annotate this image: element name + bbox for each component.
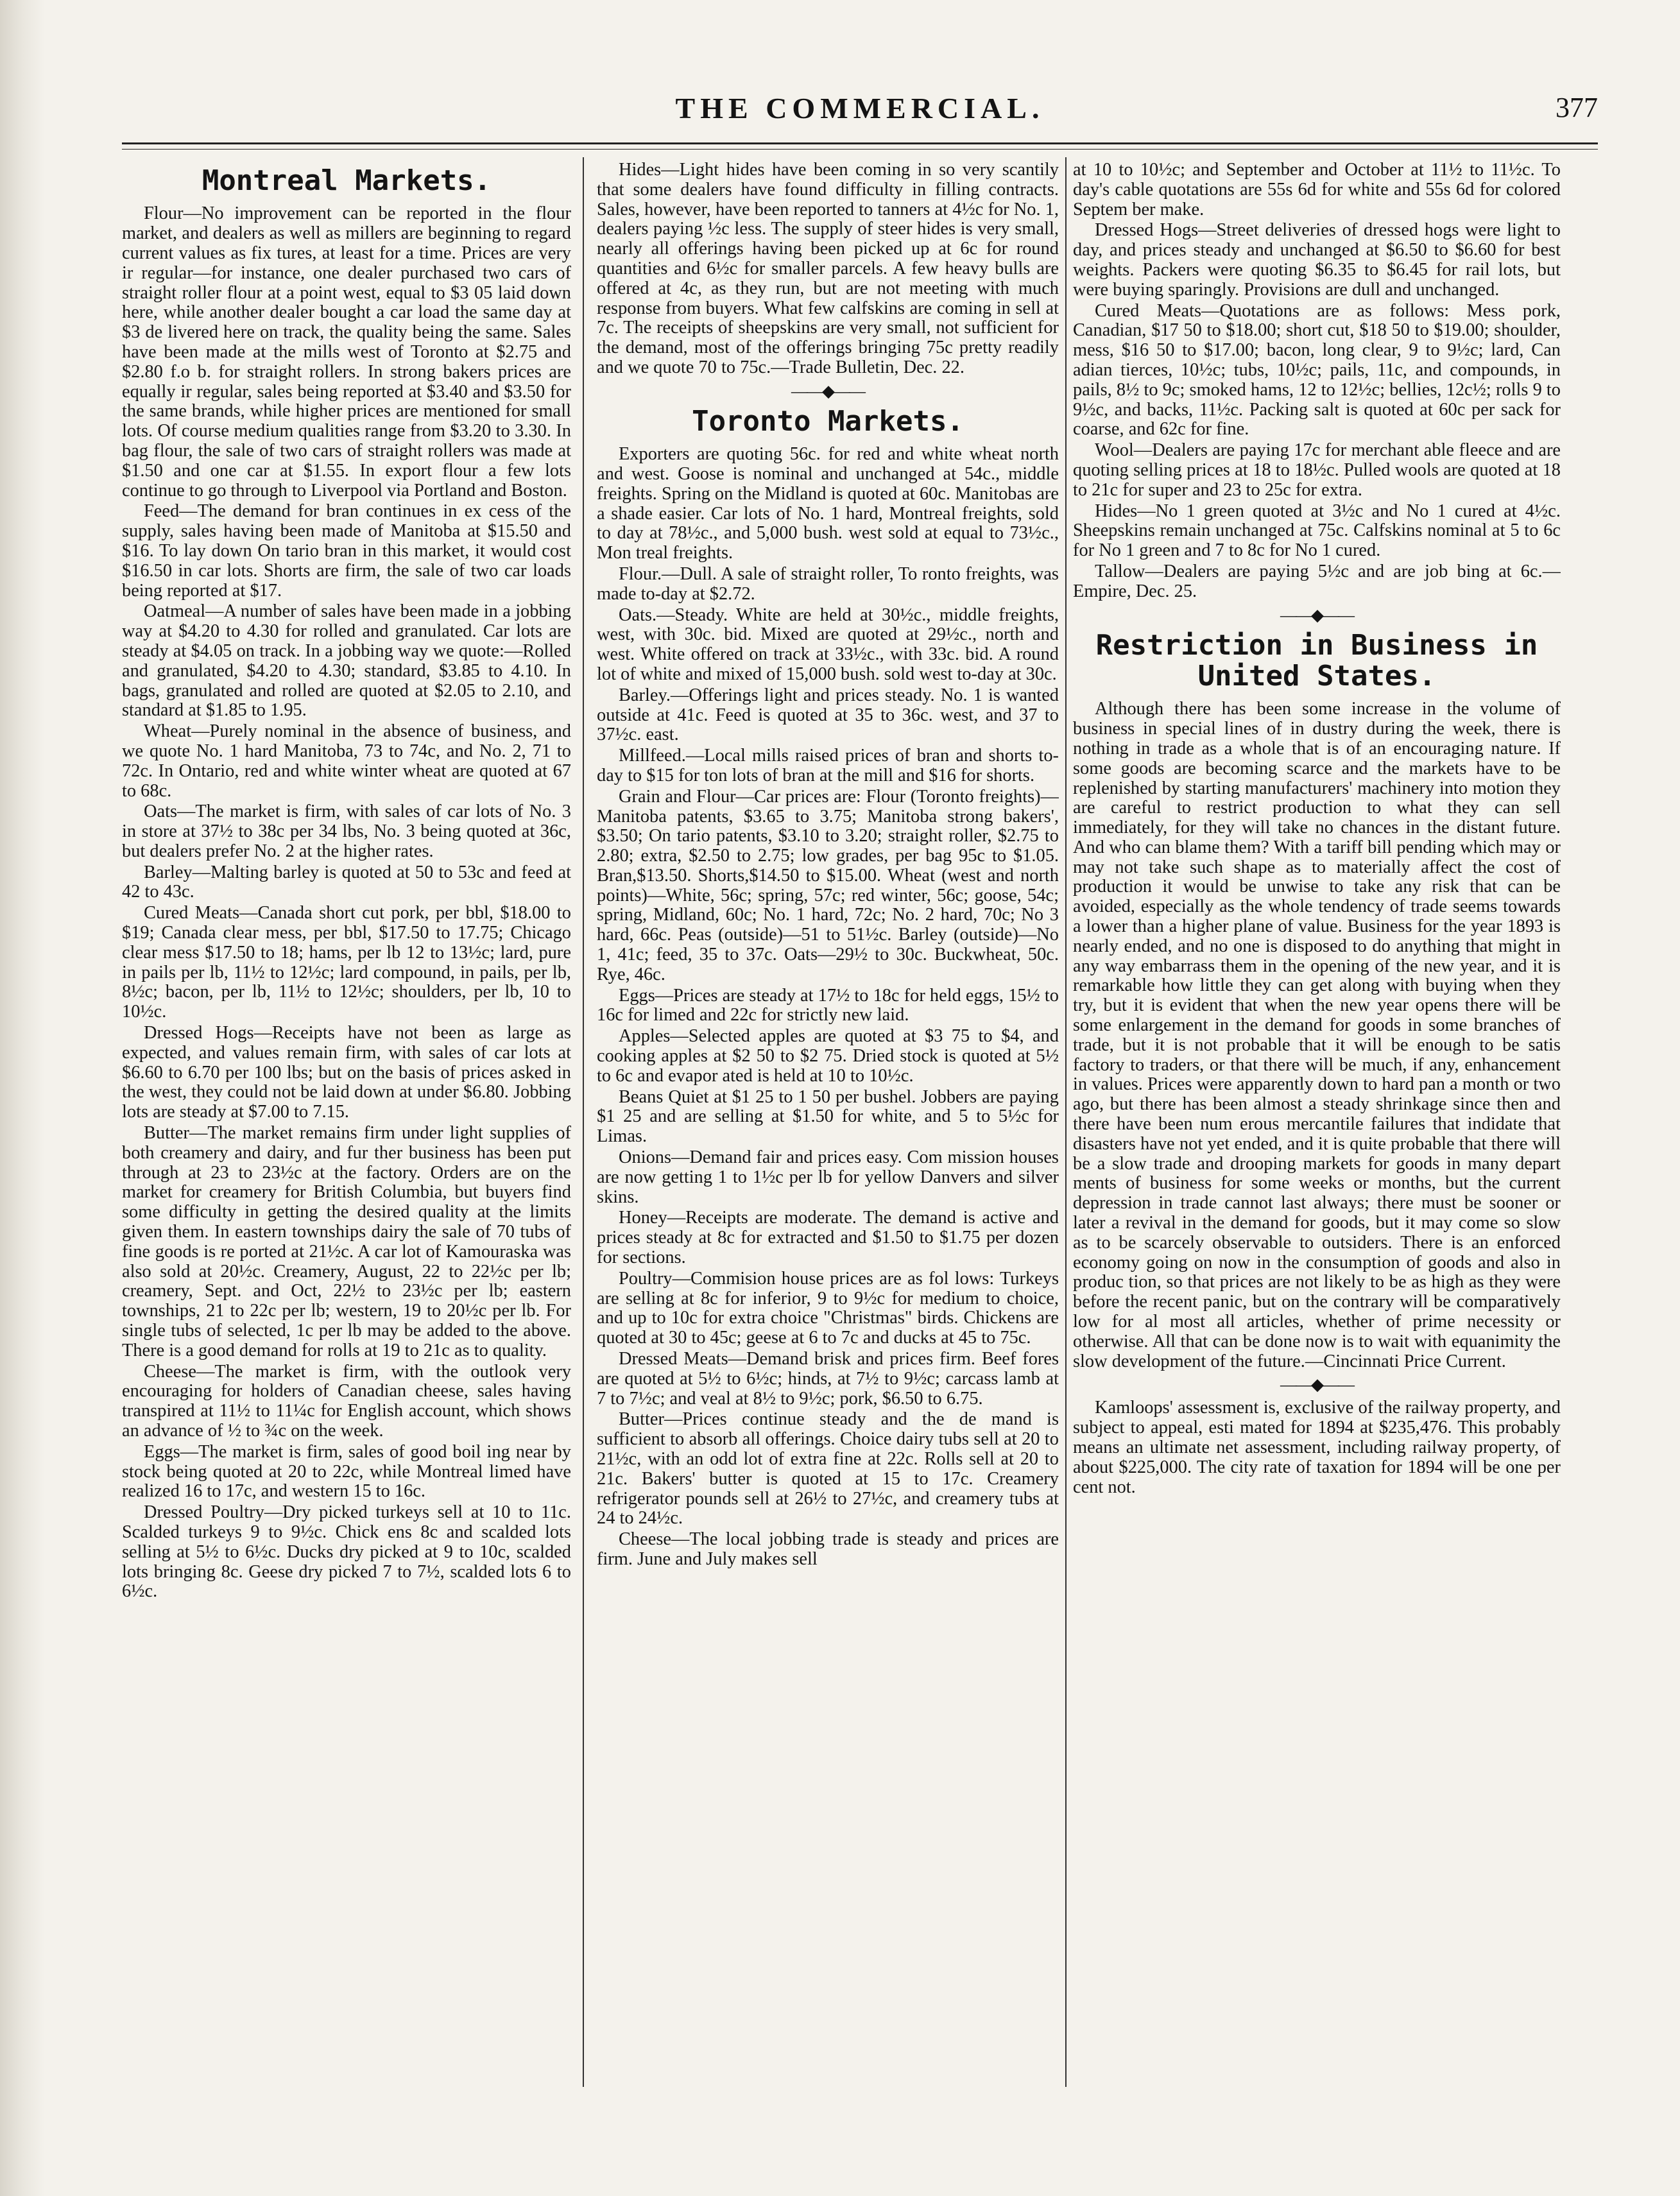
- paragraph: Flour—No improvement can be reported in the flour market, and dealers as well as millers are beginning to regard current values as fix tures, at least for a time. Prices are very ir regular—for instance, one dealer purchased two cars of straight roller flour at a point west, equal to $3 05 laid down here, while another dealer bought a car load the same day at $3 de livered here on track, the quality being the same. Sales have been made at the mills west of Toronto at $2.75 and $2.80 f.o b. for straight rollers. In strong bakers prices are equally ir regular, sales being reported at $3.40 and $3.50 for the same brands, while higher prices are mentioned for small lots. Of course medium qualities range from $3.20 to 3.30. In bag flour, the sale of two cars of straight rollers was made at $1.50 and one car at $1.55. In export flour a few lots continue to go through to Liverpool via Portland and Boston.: [122, 203, 571, 501]
- header-rule-thin: [122, 149, 1598, 150]
- paragraph: Barley—Malting barley is quoted at 50 to 53c and feed at 42 to 43c.: [122, 862, 571, 902]
- paragraph: Eggs—The market is firm, sales of good boil ing near by stock being quoted at 20 to 22c, while Montreal limed have realized 16 to 17c, and western 15 to 16c.: [122, 1441, 571, 1502]
- paragraph: Dressed Hogs—Street deliveries of dressed hogs were light to day, and prices steady and unchanged at $6.50 to $6.60 for best weights. Packers were quoting $6.35 to $6.45 for rail lots, but were buying sparingly. Provisions are dull and unchanged.: [1073, 220, 1561, 300]
- paragraph: Kamloops' assessment is, exclusive of the railway property, and subject to appeal, esti mated for 1894 at $235,476. This probably means an ultimate net assessment, including railway property, of about $225,000. The city rate of taxation for 1894 will be one per cent not.: [1073, 1398, 1561, 1497]
- column-2: [597, 160, 1059, 2080]
- section-separator: ——◆——: [791, 381, 864, 400]
- paragraph: Apples—Selected apples are quoted at $3 75 to $4, and cooking apples at $2 50 to $2 75. Dried stock is quoted at 5½ to 6c and evapor ated is held at 10 to 10½c.: [597, 1026, 1059, 1086]
- paragraph: Exporters are quoting 56c. for red and white wheat north and west. Goose is nominal and unchanged at 54c., middle freights. Spring on the Midland is quoted at 60c. Manitobas are a shade easier. Car lots of No. 1 hard, Montreal freights, sold to day at 78½c., and 5,000 bush. west sold at equal to 73½c., Mon treal freights.: [597, 444, 1059, 563]
- page-header: [122, 91, 1598, 130]
- column-divider: [583, 157, 584, 2087]
- paragraph: Oats.—Steady. White are held at 30½c., middle freights, west, with 30c. bid. Mixed are quoted at 29½c., north and west. White offered on track at 33½c., with 33c. bid. A round lot of white and mixed of 15,000 bush. sold west to-day at 30c.: [597, 605, 1059, 684]
- paragraph: Feed—The demand for bran continues in ex cess of the supply, sales having been made of Manitoba at $15.50 and $16. To lay down On tario bran in this market, it would cost $16.50 in car lots. Shorts are firm, the sale of two car loads being reported at $17.: [122, 501, 571, 601]
- paragraph: Millfeed.—Local mills raised prices of bran and shorts to-day to $15 for ton lots of bran at the mill and $16 for shorts.: [597, 746, 1059, 785]
- paragraph: Tallow—Dealers are paying 5½c and are job bing at 6c.—Empire, Dec. 25.: [1073, 561, 1561, 601]
- article-title: Restriction in Business in United States.: [1095, 628, 1538, 692]
- paragraph: Poultry—Commision house prices are as fol lows: Turkeys are selling at 8c for inferior, 9 to 9½c for medium to choice, and up to 10c for extra choice "Christmas" birds. Chickens are quoted at 30 to 45c; geese at 6 to 7c and ducks at 45 to 75c.: [597, 1268, 1059, 1348]
- column-divider: [1065, 157, 1067, 2087]
- paragraph: Beans Quiet at $1 25 to 1 50 per bushel. Jobbers are paying $1 25 and are selling at $1.50 for white, and 5 to 5½c for Limas.: [597, 1086, 1059, 1147]
- article-title: Montreal Markets.: [201, 164, 492, 197]
- section-separator: ——◆——: [1280, 605, 1353, 624]
- paragraph: Hides—No 1 green quoted at 3½c and No 1 cured at 4½c. Sheepskins remain unchanged at 75c. Calfskins nominal at 5 to 6c for No 1 green and 7 to 8c for No 1 cured.: [1073, 501, 1561, 561]
- paragraph: Cheese—The market is firm, with the outlook very encouraging for holders of Canadian cheese, sales having transpired at 11½ to 11¼c for English account, which shows an advance of ½ to ¾c on the week.: [122, 1361, 571, 1441]
- section-separator: ——◆——: [1280, 1375, 1353, 1394]
- paragraph: Oats—The market is firm, with sales of car lots of No. 3 in store at 37½ to 38c per 34 lbs, No. 3 being quoted at 36c, but dealers prefer No. 2 at the higher rates.: [122, 802, 571, 861]
- paragraph: at 10 to 10½c; and September and October at 11½ to 11½c. To day's cable quotations are 55s 6d for white and 55s 6d for colored Septem ber make.: [1073, 160, 1561, 219]
- column-1: [122, 160, 571, 2080]
- header-rule: [122, 142, 1598, 144]
- paragraph: Eggs—Prices are steady at 17½ to 18c for held eggs, 15½ to 16c for limed and 22c for strictly new laid.: [597, 985, 1059, 1025]
- paragraph: Butter—Prices continue steady and the de mand is sufficient to absorb all offerings. Choice dairy tubs sell at 20 to 21½c, with an odd lot of extra fine at 22c. Rolls sell at 20 to 21c. Bakers' butter is quoted at 15 to 17c. Creamery refrigerator pounds sell at 26½ to 27½c, and creamery tubs at 24 to 24½c.: [597, 1409, 1059, 1529]
- paragraph: Dressed Hogs—Receipts have not been as large as expected, and values remain firm, with sales of car lots at $6.60 to 6.70 per 100 lbs; but on the basis of prices asked in the west, they could not be laid down at under $6.80. Jobbing lots are steady at $7.00 to 7.15.: [122, 1023, 571, 1122]
- column-3: [1073, 160, 1561, 2080]
- paragraph: Wool—Dealers are paying 17c for merchant able fleece and are quoting selling prices at 18 to 18½c. Pulled wools are quoted at 18 to 21c for super and 23 to 25c for extra.: [1073, 440, 1561, 500]
- paragraph: Onions—Demand fair and prices easy. Com mission houses are now getting 1 to 1½c per lb for yellow Danvers and silver skins.: [597, 1147, 1059, 1207]
- paragraph: Although there has been some increase in the volume of business in special lines of in dustry during the week, there is nothing in trade as a whole that is of an encouraging nature. If some goods are becoming scarce and the markets have to be replenished by starting manufacturers' machinery into motion they are careful to restrict production to what they can sell immediately, for they will take no chances in the distant future. And who can blame them? With a tariff bill pending which may or may not take such shape as to materially affect the cost of production it would be unwise to take any risk that can be avoided, especially as the whole tendency of trade seems towards a lower than a higher plane of value. Business for the year 1893 is nearly ended, and no one is disposed to do anything that might in any way embarrass them in the opening of the new year, and it is remarkable how little they can get along with buying when they try, but it is evident that when the new year opens there will be some enlargement in the demand for goods in some branches of trade, but it is not probable that it will be enough to be satis factory to traders, or that there will be much, if any, enhancement in values. Prices were apparently down to hard pan a month or two ago, but there has been almost a steady shrinkage since then and there have been num erous mercantile failures that indidate that disasters have not yet ended, and it is quite probable that there will be a slow trade and drooping markets for goods in many depart ments of business for some weeks or months, but the current depression in trade cannot last always; there must be sooner or later a revival in the demand for goods, but it may come so slow as to be scarcely observable to outsiders. There is an enforced economy going on now in the consumption of goods and also in produc tion, so that prices are not likely to be as high as they were before the recent panic, but on the contrary will be comparatively low for al most all articles, whether of prime necessity or otherwise. All that can be done now is to wait with equanimity the slow development of the future.—Cincinnati Price Current.: [1073, 699, 1561, 1371]
- paragraph: Butter—The market remains firm under light supplies of both creamery and dairy, and fur ther business has been put through at 23 to 23½c at the factory. Orders are on the market for creamery for British Columbia, but buyers find some difficulty in getting the desired quality at the limits given them. In eastern townships dairy the sale of 70 tubs of fine goods is re ported at 21½c. A car lot of Kamouraska was also sold at 20½c. Creamery, August, 22 to 22½c per lb; creamery, Sept. and Oct, 22½ to 23½c per lb; eastern townships, 21 to 22c per lb; western, 19 to 20½c per lb. For single tubs of selected, 1c per lb may be added to the above. There is a good demand for rolls at 19 to 21c as to quality.: [122, 1123, 571, 1360]
- paragraph: Cured Meats—Quotations are as follows: Mess pork, Canadian, $17 50 to $18.00; short cut, $18 50 to $19.00; shoulder, mess, $16 50 to $17.00; bacon, long clear, 9 to 9½c; lard, Can adian tierces, 10½c; tubs, 10½c; pails, 11c, and compounds, in pails, 8½ to 9c; smoked hams, 12 to 12½c; bellies, 12c½; rolls 9 to 9½c, and backs, 11½c. Packing salt is quoted at 60c per sack for coarse, and 62c for fine.: [1073, 300, 1561, 440]
- paragraph: Hides—Light hides have been coming in so very scantily that some dealers have found difficulty in filling contracts. Sales, however, have been reported to tanners at 4½c for No. 1, dealers paying ½c less. The supply of steer hides is very small, nearly all offerings having been picked up at 6c for round quantities and 6½c for smaller parcels. A few heavy bulls are offered at 4c, as they run, but are not meeting with much response from buyers. What few calfskins are coming in sell at 7c. The receipts of sheepskins are very small, not sufficient for the demand, most of the offerings bringing 75c pretty readily and we quote 70 to 75c.—Trade Bulletin, Dec. 22.: [597, 160, 1059, 377]
- masthead: THE COMMERCIAL.: [675, 92, 1045, 124]
- paragraph: Honey—Receipts are moderate. The demand is active and prices steady at 8c for extracted and $1.50 to $1.75 per dozen for sections.: [597, 1208, 1059, 1268]
- paragraph: Dressed Poultry—Dry picked turkeys sell at 10 to 11c. Scalded turkeys 9 to 9½c. Chick ens 8c and scalded lots selling at 5½ to 6½c. Ducks dry picked at 9 to 10c, scalded lots bringing 8c. Geese dry picked 7 to 7½, scalded lots 6 to 6½c.: [122, 1502, 571, 1602]
- paragraph: Barley.—Offerings light and prices steady. No. 1 is wanted outside at 41c. Feed is quoted at 35 to 36c. west, and 37 to 37½c. east.: [597, 685, 1059, 745]
- paragraph: Cheese—The local jobbing trade is steady and prices are firm. June and July makes sell: [597, 1529, 1059, 1569]
- paragraph: Cured Meats—Canada short cut pork, per bbl, $18.00 to $19; Canada clear mess, per bbl, $17.50 to 17.75; Chicago clear mess $17.50 to 18; hams, per lb 12 to 13½c; lard, pure in pails per lb, 11½ to 12½c; lard compound, in pails, per lb, 8½c; bacon, per lb, 11½ to 12½c; shoulders, per lb, 10 to 10½c.: [122, 903, 571, 1022]
- paragraph: Wheat—Purely nominal in the absence of business, and we quote No. 1 hard Manitoba, 73 to 74c, and No. 2, 71 to 72c. In Ontario, red and white winter wheat are quoted at 67 to 68c.: [122, 721, 571, 801]
- paragraph: Oatmeal—A number of sales have been made in a jobbing way at $4.20 to 4.30 for rolled and granulated. Car lots are steady at $4.05 on track. In a jobbing way we quote:—Rolled and granulated, $4.20 to 4.30; standard, $3.85 to 4.10. In bags, granulated and rolled are quoted at $2.05 to 2.10, and standard at $1.85 to 1.95.: [122, 601, 571, 721]
- paragraph: Flour.—Dull. A sale of straight roller, To ronto freights, was made to-day at $2.72.: [597, 563, 1059, 604]
- page-number: 377: [1556, 92, 1598, 123]
- paragraph: Grain and Flour—Car prices are: Flour (Toronto freights)—Manitoba patents, $3.65 to 3.75; Manitoba strong bakers', $3.50; On tario patents, $3.10 to 3.20; straight roller, $2.75 to 2.80; extra, $2.50 to 2.75; low grades, per bag 95c to $1.05. Bran,$13.50. Shorts,$14.50 to $15.00. Wheat (west and north points)—White, 56c; spring, 57c; red winter, 56c; goose, 54c; spring, Midland, 60c; No. 1 hard, 72c; No. 2 hard, 70c; No 3 hard, 66c. Peas (outside)—51 to 51½c. Barley (outside)—No 1, 41c; feed, 35 to 37c. Oats—29½ to 30c. Buckwheat, 50c. Rye, 46c.: [597, 786, 1059, 984]
- paragraph: Dressed Meats—Demand brisk and prices firm. Beef fores are quoted at 5½ to 6½c; hinds, at 7½ to 9½c; carcass lamb at 7 to 7½c; and veal at 8½ to 9½c; pork, $6.50 to 6.75.: [597, 1349, 1059, 1409]
- article-title: Toronto Markets.: [692, 404, 964, 438]
- page-binding-edge: [0, 0, 45, 2196]
